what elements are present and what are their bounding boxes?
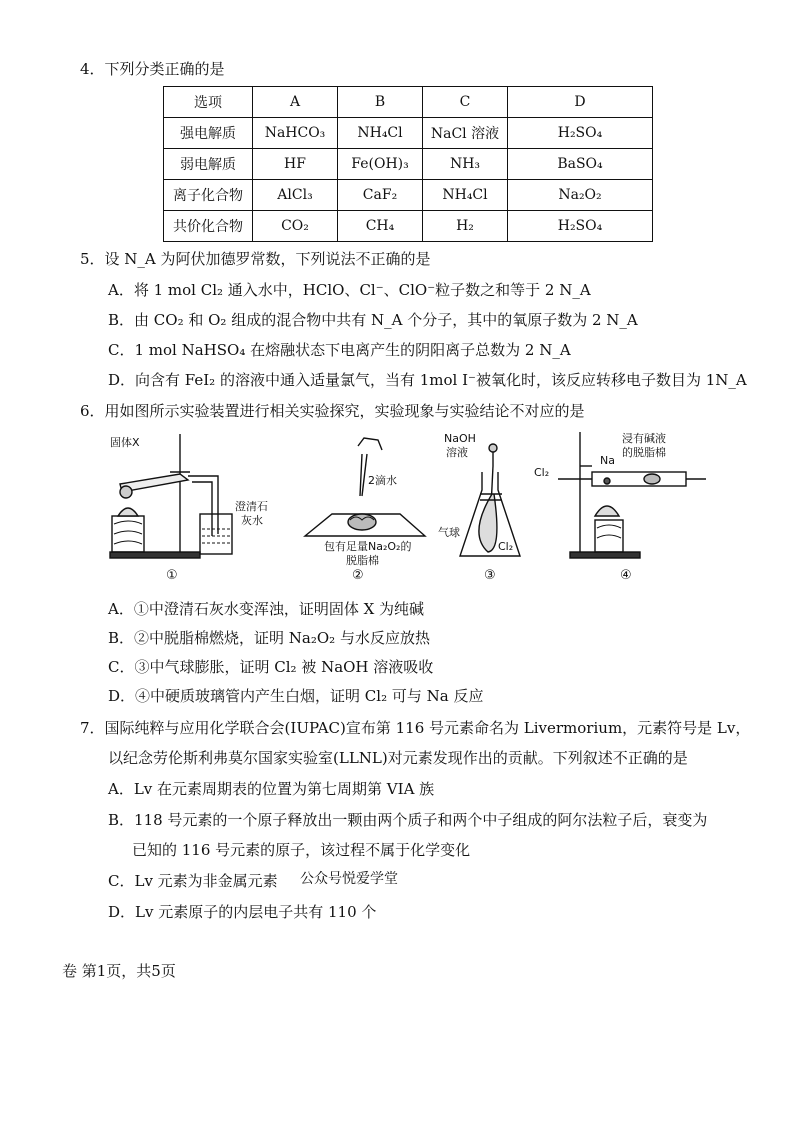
- table-cell: NaCl 溶液: [423, 118, 508, 149]
- table-cell: 选项: [164, 87, 253, 118]
- table-cell: Na₂O₂: [508, 180, 653, 211]
- table-cell: Fe(OH)₃: [338, 149, 423, 180]
- fig-label: 溶液: [446, 446, 468, 459]
- fig-label: Cl₂: [534, 466, 550, 479]
- fig-label: Na: [600, 454, 615, 467]
- q6-option-a: A．①中澄清石灰水变浑浊，证明固体 X 为纯碱: [108, 600, 425, 618]
- apparatus-1: [110, 434, 232, 558]
- fig-label: 浸有碱液: [622, 432, 666, 445]
- table-cell: 共价化合物: [164, 211, 253, 242]
- table-cell: H₂SO₄: [508, 118, 653, 149]
- table-cell: CH₄: [338, 211, 423, 242]
- q7-stem-line1: 7．国际纯粹与应用化学联合会(IUPAC)宣布第 116 号元素命名为 Livermorium，元素符号是 Lv，: [80, 719, 751, 737]
- table-cell: NaHCO₃: [253, 118, 338, 149]
- fig-label: 固体X: [110, 436, 140, 449]
- fig-number: ①: [166, 568, 178, 583]
- q7-option-a: A．Lv 在元素周期表的位置为第七周期第 VIA 族: [108, 780, 435, 798]
- apparatus-figure: [100, 424, 720, 584]
- q5-option-c: C．1 mol NaHSO₄ 在熔融状态下电离产生的阴阳离子总数为 2 N_A: [108, 341, 571, 359]
- table-row: [164, 149, 653, 180]
- q7-option-c: C．Lv 元素为非金属元素: [108, 872, 278, 890]
- fig-label: 气球: [438, 526, 460, 539]
- fig-number: ②: [352, 568, 364, 583]
- q6-stem: 6．用如图所示实验装置进行相关实验探究，实验现象与实验结论不对应的是: [80, 402, 585, 420]
- q5-stem: 5．设 N_A 为阿伏加德罗常数，下列说法不正确的是: [80, 250, 431, 268]
- fig-label: Cl₂: [498, 540, 514, 553]
- q4-stem: 4．下列分类正确的是: [80, 60, 225, 78]
- table-cell: H₂: [423, 211, 508, 242]
- table-cell: NH₃: [423, 149, 508, 180]
- table-cell: 弱电解质: [164, 149, 253, 180]
- fig-label: 脱脂棉: [346, 554, 379, 567]
- apparatus-svg: [100, 424, 720, 584]
- fig-label: 澄清石: [235, 500, 268, 513]
- fig-number: ③: [484, 568, 496, 583]
- page-footer: 卷 第1页，共5页: [62, 962, 176, 980]
- table-cell: NH₄Cl: [423, 180, 508, 211]
- q5-option-d: D．向含有 FeI₂ 的溶液中通入适量氯气，当有 1mol I⁻被氧化时，该反应转移电子数目为 1N_A: [108, 371, 747, 389]
- q7-stem-line2: 以纪念劳伦斯利弗莫尔国家实验室(LLNL)对元素发现作出的贡献。下列叙述不正确的是: [108, 749, 688, 767]
- table-cell: B: [338, 87, 423, 118]
- table-cell: D: [508, 87, 653, 118]
- classification-table: [163, 86, 653, 242]
- q5-option-a: A．将 1 mol Cl₂ 通入水中，HClO、Cl⁻、ClO⁻粒子数之和等于 2 N_A: [108, 281, 591, 299]
- fig-number: ④: [620, 568, 632, 583]
- table-cell: 离子化合物: [164, 180, 253, 211]
- table-row: [164, 180, 653, 211]
- q7-option-b-line2: 已知的 116 号元素的原子，该过程不属于化学变化: [132, 841, 471, 859]
- table-cell: CO₂: [253, 211, 338, 242]
- fig-label: 的脱脂棉: [622, 446, 666, 459]
- table-header-row: [164, 87, 653, 118]
- table-cell: HF: [253, 149, 338, 180]
- table-cell: A: [253, 87, 338, 118]
- fig-label: 2滴水: [368, 474, 397, 487]
- q7-option-d: D．Lv 元素原子的内层电子共有 110 个: [108, 903, 377, 921]
- fig-label: NaOH: [444, 432, 476, 445]
- table-cell: CaF₂: [338, 180, 423, 211]
- table-cell: NH₄Cl: [338, 118, 423, 149]
- table-row: [164, 118, 653, 149]
- table-cell: AlCl₃: [253, 180, 338, 211]
- apparatus-2: [305, 438, 425, 536]
- q5-option-b: B．由 CO₂ 和 O₂ 组成的混合物中共有 N_A 个分子，其中的氧原子数为 2 N_A: [108, 311, 638, 329]
- watermark-note: 公众号悦爱学堂: [300, 871, 398, 887]
- q6-option-d: D．④中硬质玻璃管内产生白烟，证明 Cl₂ 可与 Na 反应: [108, 687, 484, 705]
- q6-option-c: C．③中气球膨胀，证明 Cl₂ 被 NaOH 溶液吸收: [108, 658, 434, 676]
- table-cell: 强电解质: [164, 118, 253, 149]
- fig-label: 灰水: [241, 514, 263, 527]
- fig-label: 包有足量Na₂O₂的: [324, 540, 412, 553]
- table-row: [164, 211, 653, 242]
- q7-option-b-line1: B．118 号元素的一个原子释放出一颗由两个质子和两个中子组成的阿尔法粒子后，衰变为: [108, 811, 708, 829]
- table-cell: H₂SO₄: [508, 211, 653, 242]
- q6-option-b: B．②中脱脂棉燃烧，证明 Na₂O₂ 与水反应放热: [108, 629, 430, 647]
- table-cell: C: [423, 87, 508, 118]
- table-cell: BaSO₄: [508, 149, 653, 180]
